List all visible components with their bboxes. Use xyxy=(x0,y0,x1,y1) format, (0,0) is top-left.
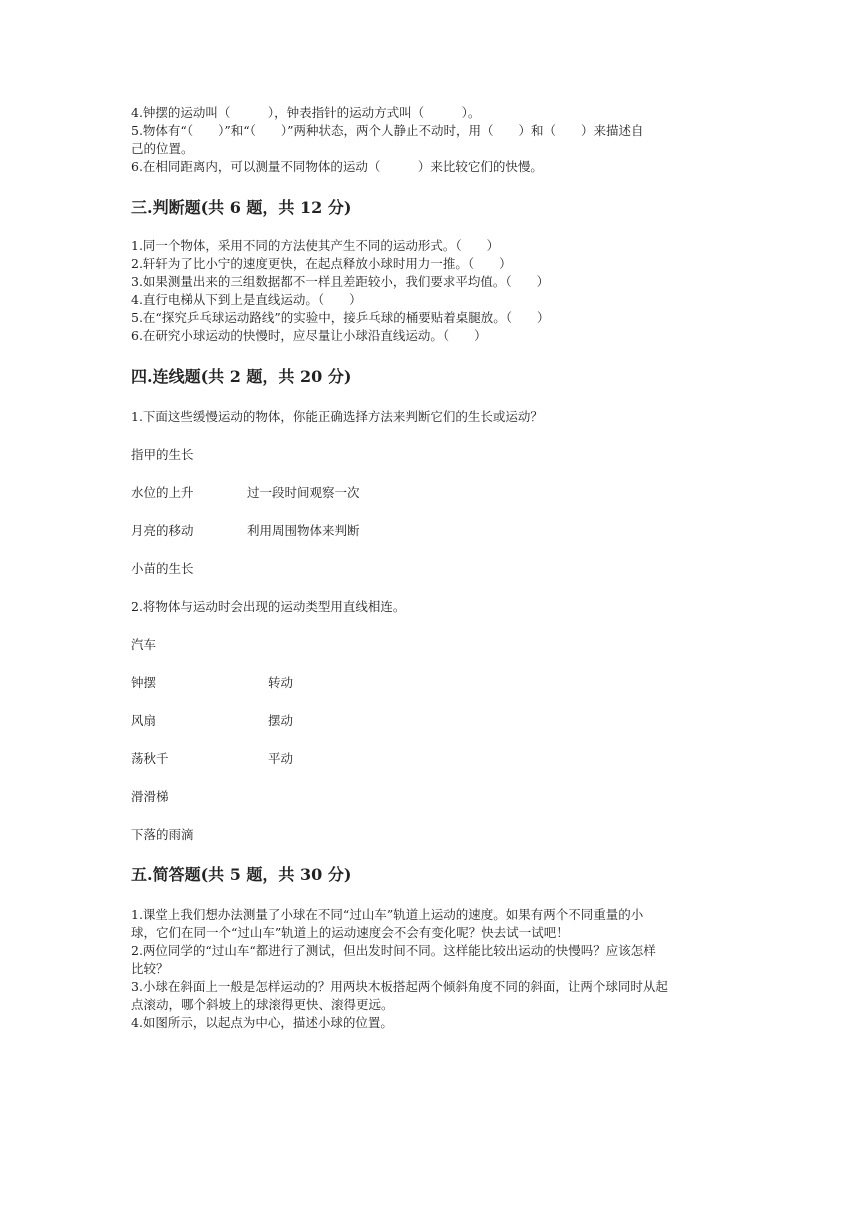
match2-left-item: 风扇 xyxy=(131,713,157,728)
judgment-question-3: 3.如果测量出来的三组数据都不一样且差距较小，我们要求平均值。（ ） xyxy=(131,274,550,289)
match2-left-item: 下落的雨滴 xyxy=(131,827,194,842)
section-title-judgment: 三.判断题(共 6 题，共 12 分) xyxy=(131,198,352,217)
fill-in-question-4: 4.钟摆的运动叫（ ），钟表指针的运动方式叫（ ）。 xyxy=(131,105,481,120)
match1-left-item: 指甲的生长 xyxy=(131,447,194,462)
match1-left-item: 小苗的生长 xyxy=(131,561,194,576)
match1-left-item: 月亮的移动 xyxy=(131,523,194,538)
judgment-question-2: 2.轩轩为了比小宁的速度更快，在起点释放小球时用力一推。（ ） xyxy=(131,256,512,271)
section-title-short-answer: 五.简答题(共 5 题，共 30 分) xyxy=(131,865,352,884)
fill-in-question-6: 6.在相同距离内，可以测量不同物体的运动（ ）来比较它们的快慢。 xyxy=(131,159,543,174)
match1-right-item: 利用周围物体来判断 xyxy=(247,523,360,538)
judgment-question-5: 5.在“探究乒乓球运动路线”的实验中，接乒乓球的桶要贴着桌腿放。（ ） xyxy=(131,310,550,325)
short-answer-line: 比较？ xyxy=(131,961,169,976)
short-answer-line: 4.如图所示，以起点为中心，描述小球的位置。 xyxy=(131,1015,393,1030)
short-answer-line: 点滚动，哪个斜坡上的球滚得更快、滚得更远。 xyxy=(131,997,394,1012)
match2-right-item: 摆动 xyxy=(268,713,294,728)
match2-right-item: 平动 xyxy=(268,751,294,766)
short-answer-line: 3.小球在斜面上一般是怎样运动的？用两块木板搭起两个倾斜角度不同的斜面，让两个球同时从起 xyxy=(131,979,668,994)
fill-in-question-5: 5.物体有“（ ）”和“（ ）”两种状态，两个人静止不动时，用（ ）和（ ）来描述自 xyxy=(131,123,644,138)
match2-left-item: 钟摆 xyxy=(131,675,157,690)
match2-left-item: 荡秋千 xyxy=(131,751,169,766)
short-answer-line: 2.两位同学的“过山车“都进行了测试，但出发时间不同。这样能比较出运动的快慢吗？应该怎样 xyxy=(131,943,656,958)
judgment-question-1: 1.同一个物体，采用不同的方法使其产生不同的运动形式。（ ） xyxy=(131,238,500,253)
match1-left-item: 水位的上升 xyxy=(131,485,194,500)
match2-left-item: 滑滑梯 xyxy=(131,789,169,804)
matching-question-2: 2.将物体与运动时会出现的运动类型用直线相连。 xyxy=(131,599,406,614)
match2-left-item: 汽车 xyxy=(131,637,157,652)
match2-right-item: 转动 xyxy=(268,675,294,690)
short-answer-line: 1.课堂上我们想办法测量了小球在不同“过山车”轨道上运动的速度。如果有两个不同重量的小 xyxy=(131,907,644,922)
section-title-matching: 四.连线题(共 2 题，共 20 分) xyxy=(131,367,352,386)
matching-question-1: 1.下面这些缓慢运动的物体，你能正确选择方法来判断它们的生长或运动？ xyxy=(131,409,543,424)
fill-in-question-5-cont: 己的位置。 xyxy=(131,141,194,156)
judgment-question-6: 6.在研究小球运动的快慢时，应尽量让小球沿直线运动。（ ） xyxy=(131,328,487,343)
judgment-question-4: 4.直行电梯从下到上是直线运动。（ ） xyxy=(131,292,362,307)
short-answer-line: 球，它们在同一个“过山车”轨道上的运动速度会不会有变化呢？快去试一试吧！ xyxy=(131,925,569,940)
match1-right-item: 过一段时间观察一次 xyxy=(247,485,360,500)
